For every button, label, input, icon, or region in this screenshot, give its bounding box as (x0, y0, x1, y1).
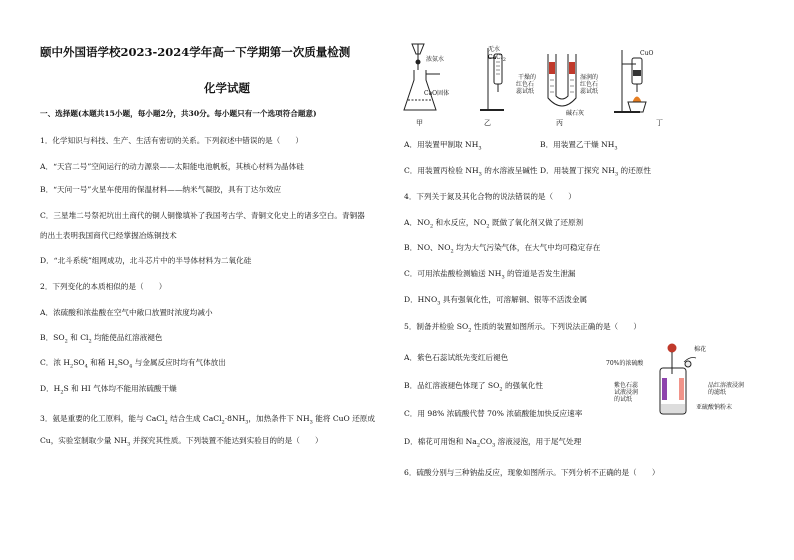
label-acid: 70%的浓硫酸 (606, 360, 644, 367)
option-2a: A．浓硫酸和浓盐酸在空气中敞口放置时浓度均减小 (40, 308, 213, 317)
option-4b: B．NO、$NO_2$ 均为大气污染气体，在大气中均可稳定存在 (404, 243, 601, 255)
option-1a: A．“天宫二号”空间运行的动力源泉——太阳能电池帆板，其核心材料为晶体硅 (40, 162, 304, 171)
option-4c: C．可用浓盐酸检测输送 $NH_3$ 的管道是否发生泄漏 (404, 269, 576, 281)
label-litmus-2: 试液浸润 (614, 389, 639, 396)
section-heading: 一、选择题(本题共15小题，每小题2分，共30分。每小题只有一个选项符合题意) (40, 109, 317, 118)
caption-ding: 丁 (656, 119, 663, 127)
label-pink-2: 的滤纸 (708, 389, 727, 396)
label-wet-paper-2: 红色石 (580, 81, 599, 88)
label-cao: CaO固体 (424, 90, 450, 97)
option-1c-line2: 的出土表明我国商代已经掌握冶炼铜技术 (40, 231, 177, 240)
option-1c-line1: C．三星堆二号祭祀坑出土商代的铜人铜像填补了我国考古学、青铜文化史上的诸多空白。青铜器 (40, 211, 365, 220)
caption-yi: 乙 (484, 119, 491, 127)
page-subtitle: 化学试题 (204, 81, 250, 95)
option-3d: D．用装置丁探究 $NH_3$ 的还原性 (540, 166, 651, 178)
option-5d: D．棉花可用饱和 $Na_2CO_3$ 溶液浸泡，用于尾气处理 (404, 437, 582, 449)
page-title: 颐中外国语学校2023-2024学年高一下学期第一次质量检测 (40, 45, 351, 59)
label-litmus-3: 的试纸 (614, 396, 633, 403)
option-4a: A．$NO_2$ 和水反应，$NO_2$ 既做了氧化剂又做了还原剂 (404, 218, 584, 230)
caption-jia: 甲 (416, 119, 423, 127)
option-3b: B．用装置乙干燥 $NH_3$ (540, 140, 618, 152)
apparatus-figure (400, 40, 680, 130)
question-2: 2．下列变化的本质相似的是（ ） (40, 282, 167, 291)
question-5: 5．制备并检验 $SO_2$ 性质的装置如图所示。下列说法正确的是（ ） (404, 322, 641, 334)
question-3-line2: Cu，实验室制取少量 $NH_3$ 并探究其性质。下列装置不能达到实验目的的是（ ） (40, 436, 323, 448)
label-dry-paper-2: 红色石 (516, 81, 535, 88)
rubber-bulb-icon (668, 344, 676, 352)
option-4d: D．$HNO_3$ 具有强氧化性，可溶解铜、银等不活泼金属 (404, 295, 588, 307)
apparatus-ding (614, 50, 646, 112)
option-2d: D．$H_2S$ 和 HI 气体均不能用浓硫酸干燥 (40, 384, 177, 396)
label-wet-paper-1: 湿润的 (580, 74, 599, 81)
apparatus-bing (548, 54, 576, 106)
question-6: 6．硫酸分别与三种钠盐反应，现象如图所示。下列分析不正确的是（ ） (404, 468, 660, 477)
label-soda-lime: 碱石灰 (566, 110, 585, 117)
label-wet-paper-3: 蕊试纸 (580, 88, 599, 95)
label-dry-paper-3: 蕊试纸 (516, 88, 535, 95)
apparatus-jia (404, 44, 440, 110)
option-5b: B．品红溶液褪色体现了 $SO_2$ 的强氧化性 (404, 381, 543, 393)
option-3c: C．用装置丙检验 $NH_3$ 的水溶液呈碱性 (404, 166, 538, 178)
option-5a: A．紫色石蕊试纸先变红后褪色 (404, 353, 509, 362)
option-3a: A．用装置甲制取 $NH_3$ (404, 140, 482, 152)
caption-bing: 丙 (556, 119, 563, 127)
label-litmus-1: 紫色石蕊 (614, 382, 639, 389)
label-cotton: 棉花 (694, 346, 707, 353)
label-anhydrous: 无水 (488, 46, 501, 53)
label-pink-1: 品红溶液浸润 (708, 382, 745, 389)
option-1d: D．“北斗系统”组网成功，北斗芯片中的半导体材料为二氧化硅 (40, 256, 252, 265)
option-1b: B．“天问一号”火星车使用的保温材料——纳米气凝胶，具有丁达尔效应 (40, 185, 282, 194)
option-2c: C．浓 $H_2SO_4$ 和稀 $H_2SO_4$ 与金属反应时均有气体放出 (40, 358, 226, 370)
label-cuo: CuO (640, 50, 654, 57)
label-cacl2: CaCl$_2$ (488, 54, 506, 64)
label-nh3-water: 浓氨水 (426, 56, 445, 63)
label-dry-paper-1: 干燥的 (518, 74, 537, 81)
option-5c: C．用 98% 浓硫酸代替 70% 浓硫酸能加快反应速率 (404, 409, 583, 418)
question-1: 1．化学知识与科技、生产、生活有密切的关系。下列叙述中错误的是（ ） (40, 136, 304, 145)
option-2b: B．$SO_2$ 和 $Cl_2$ 均能使品红溶液褪色 (40, 333, 163, 345)
label-powder: 亚硫酸钠粉末 (696, 404, 733, 411)
question-4: 4．下列关于氮及其化合物的说法错误的是（ ） (404, 192, 576, 201)
question-3-line1: 3．氨是重要的化工原料，能与 CaCl$_2$ 结合生成 $CaCl_2\cdot 8NH_3$，加热条件下 $NH_3$ 能将 CuO 还原成 (40, 414, 375, 426)
